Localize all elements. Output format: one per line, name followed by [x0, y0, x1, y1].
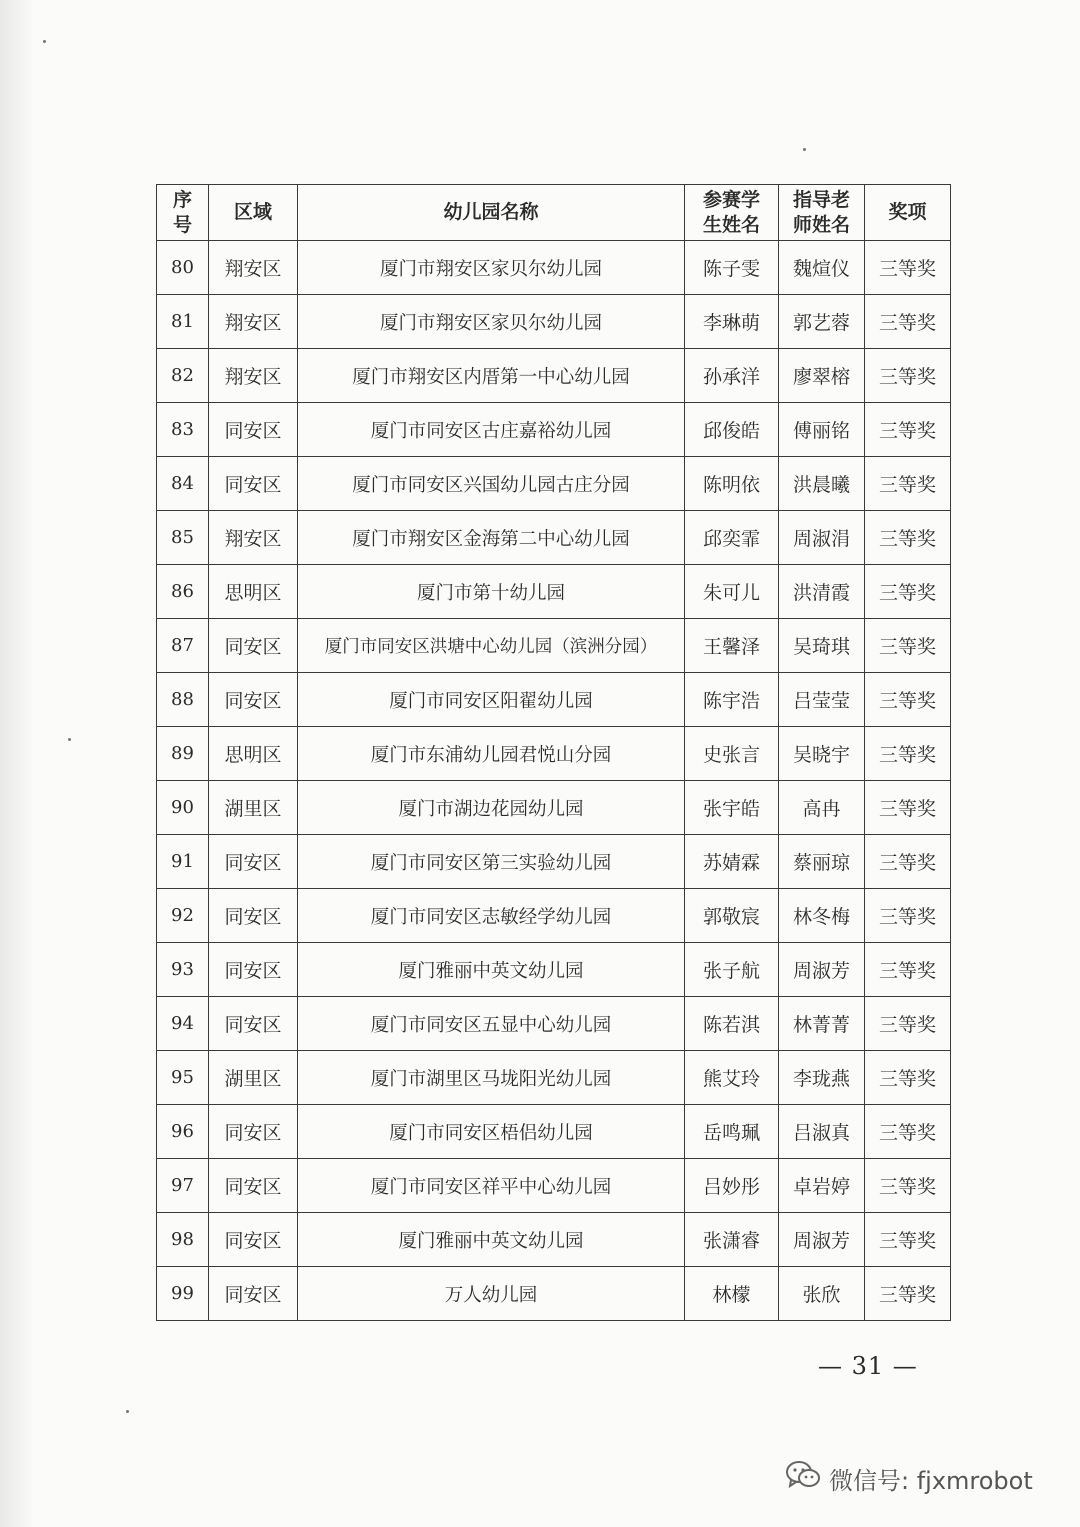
cell-student: 张子航: [685, 943, 779, 997]
header-student-line1: 参赛学: [702, 188, 760, 211]
cell-district: 翔安区: [209, 295, 298, 349]
cell-kindergarten: 厦门雅丽中英文幼儿园: [298, 943, 685, 997]
table-row: [157, 349, 951, 403]
cell-kindergarten: 厦门市翔安区家贝尔幼儿园: [298, 241, 685, 295]
cell-award: 三等奖: [865, 835, 951, 889]
cell-award: 三等奖: [865, 727, 951, 781]
wechat-watermark: [785, 1460, 1033, 1496]
cell-award: 三等奖: [865, 1213, 951, 1267]
table-row: [157, 781, 951, 835]
cell-index: 91: [157, 835, 209, 889]
cell-teacher: 卓岩婷: [779, 1159, 865, 1213]
cell-award: 三等奖: [865, 1267, 951, 1321]
cell-index: 87: [157, 619, 209, 673]
cell-teacher: 吴琦琪: [779, 619, 865, 673]
cell-index: 96: [157, 1105, 209, 1159]
cell-student: 邱俊皓: [685, 403, 779, 457]
cell-district: 湖里区: [209, 1051, 298, 1105]
table-row: [157, 997, 951, 1051]
header-district: 区域: [209, 185, 298, 241]
header-award: 奖项: [865, 185, 951, 241]
cell-student: 史张言: [685, 727, 779, 781]
cell-district: 翔安区: [209, 511, 298, 565]
cell-district: 湖里区: [209, 781, 298, 835]
cell-district: 翔安区: [209, 241, 298, 295]
cell-award: 三等奖: [865, 673, 951, 727]
cell-kindergarten: 厦门市同安区祥平中心幼儿园: [298, 1159, 685, 1213]
cell-district: 同安区: [209, 1213, 298, 1267]
cell-teacher: 周淑涓: [779, 511, 865, 565]
cell-index: 82: [157, 349, 209, 403]
cell-index: 97: [157, 1159, 209, 1213]
cell-award: 三等奖: [865, 565, 951, 619]
page-number: — 31 —: [818, 1352, 918, 1380]
cell-district: 同安区: [209, 673, 298, 727]
cell-index: 84: [157, 457, 209, 511]
cell-student: 孙承洋: [685, 349, 779, 403]
table-row: [157, 673, 951, 727]
cell-student: 朱可儿: [685, 565, 779, 619]
cell-teacher: 张欣: [779, 1267, 865, 1321]
table-row: [157, 835, 951, 889]
cell-district: 同安区: [209, 457, 298, 511]
cell-district: 思明区: [209, 565, 298, 619]
header-index: [157, 185, 209, 241]
cell-student: 郭敬宸: [685, 889, 779, 943]
cell-student: 林檬: [685, 1267, 779, 1321]
cell-district: 同安区: [209, 1267, 298, 1321]
table-row: [157, 1213, 951, 1267]
cell-student: 张宇皓: [685, 781, 779, 835]
cell-index: 81: [157, 295, 209, 349]
table-row: [157, 565, 951, 619]
cell-teacher: 周淑芳: [779, 943, 865, 997]
cell-student: 吕妙彤: [685, 1159, 779, 1213]
header-index-line2: 号: [172, 213, 192, 236]
table-row: [157, 511, 951, 565]
cell-award: 三等奖: [865, 943, 951, 997]
watermark-text: 微信号: fjxmrobot: [829, 1466, 1033, 1495]
cell-award: 三等奖: [865, 1105, 951, 1159]
award-results-table: [156, 184, 951, 1321]
cell-award: 三等奖: [865, 781, 951, 835]
table-row: [157, 1105, 951, 1159]
cell-teacher: 林冬梅: [779, 889, 865, 943]
cell-award: 三等奖: [865, 997, 951, 1051]
header-teacher-line2: 师姓名: [792, 213, 850, 236]
cell-student: 王馨泽: [685, 619, 779, 673]
scan-left-edge-shadow: [0, 0, 34, 1527]
cell-award: 三等奖: [865, 511, 951, 565]
scan-speck: [43, 40, 46, 43]
cell-index: 85: [157, 511, 209, 565]
cell-index: 99: [157, 1267, 209, 1321]
cell-kindergarten: 厦门市东浦幼儿园君悦山分园: [298, 727, 685, 781]
cell-kindergarten: 厦门市同安区五显中心幼儿园: [298, 997, 685, 1051]
cell-kindergarten: 厦门市同安区志敏经学幼儿园: [298, 889, 685, 943]
wechat-icon: [785, 1460, 821, 1496]
cell-kindergarten: 厦门市同安区洪塘中心幼儿园（滨洲分园）: [298, 619, 685, 673]
cell-index: 95: [157, 1051, 209, 1105]
cell-award: 三等奖: [865, 619, 951, 673]
cell-kindergarten: 厦门市第十幼儿园: [298, 565, 685, 619]
cell-kindergarten: 厦门市翔安区内厝第一中心幼儿园: [298, 349, 685, 403]
header-student: [685, 185, 779, 241]
cell-district: 思明区: [209, 727, 298, 781]
cell-student: 邱奕霏: [685, 511, 779, 565]
cell-index: 83: [157, 403, 209, 457]
cell-teacher: 洪清霞: [779, 565, 865, 619]
cell-award: 三等奖: [865, 457, 951, 511]
cell-teacher: 林菁菁: [779, 997, 865, 1051]
header-kindergarten: 幼儿园名称: [298, 185, 685, 241]
scan-speck: [68, 738, 71, 741]
cell-teacher: 李珑燕: [779, 1051, 865, 1105]
cell-kindergarten: 厦门市翔安区金海第二中心幼儿园: [298, 511, 685, 565]
cell-teacher: 洪晨曦: [779, 457, 865, 511]
cell-teacher: 蔡丽琼: [779, 835, 865, 889]
cell-district: 同安区: [209, 889, 298, 943]
cell-kindergarten: 厦门市同安区阳翟幼儿园: [298, 673, 685, 727]
cell-student: 陈若淇: [685, 997, 779, 1051]
cell-kindergarten: 厦门市湖里区马垅阳光幼儿园: [298, 1051, 685, 1105]
cell-teacher: 魏煊仪: [779, 241, 865, 295]
table-row: [157, 241, 951, 295]
cell-award: 三等奖: [865, 241, 951, 295]
cell-district: 同安区: [209, 943, 298, 997]
header-index-line1: 序: [172, 188, 192, 211]
table-row: [157, 619, 951, 673]
cell-teacher: 吕莹莹: [779, 673, 865, 727]
cell-index: 92: [157, 889, 209, 943]
cell-teacher: 傅丽铭: [779, 403, 865, 457]
cell-kindergarten: 万人幼儿园: [298, 1267, 685, 1321]
cell-district: 同安区: [209, 997, 298, 1051]
cell-student: 陈明依: [685, 457, 779, 511]
cell-award: 三等奖: [865, 889, 951, 943]
cell-kindergarten: 厦门市湖边花园幼儿园: [298, 781, 685, 835]
cell-award: 三等奖: [865, 349, 951, 403]
scan-speck: [126, 1410, 129, 1413]
header-student-line2: 生姓名: [702, 213, 760, 236]
cell-award: 三等奖: [865, 1159, 951, 1213]
cell-teacher: 吕淑真: [779, 1105, 865, 1159]
cell-district: 同安区: [209, 1105, 298, 1159]
cell-award: 三等奖: [865, 1051, 951, 1105]
cell-award: 三等奖: [865, 295, 951, 349]
cell-teacher: 廖翠榕: [779, 349, 865, 403]
cell-student: 陈宇浩: [685, 673, 779, 727]
cell-index: 94: [157, 997, 209, 1051]
scan-speck: [803, 148, 806, 151]
header-teacher: [779, 185, 865, 241]
cell-kindergarten: 厦门市同安区梧侣幼儿园: [298, 1105, 685, 1159]
cell-index: 80: [157, 241, 209, 295]
cell-student: 熊艾玲: [685, 1051, 779, 1105]
table-header-row: [157, 185, 951, 241]
cell-kindergarten: 厦门市翔安区家贝尔幼儿园: [298, 295, 685, 349]
cell-student: 岳鸣珮: [685, 1105, 779, 1159]
cell-teacher: 吴晓宇: [779, 727, 865, 781]
cell-index: 89: [157, 727, 209, 781]
cell-index: 88: [157, 673, 209, 727]
cell-district: 同安区: [209, 619, 298, 673]
cell-kindergarten: 厦门雅丽中英文幼儿园: [298, 1213, 685, 1267]
table-row: [157, 1159, 951, 1213]
cell-index: 93: [157, 943, 209, 997]
cell-district: 翔安区: [209, 349, 298, 403]
cell-district: 同安区: [209, 403, 298, 457]
table-row: [157, 403, 951, 457]
table-row: [157, 889, 951, 943]
cell-district: 同安区: [209, 835, 298, 889]
cell-teacher: 周淑芳: [779, 1213, 865, 1267]
cell-student: 陈子雯: [685, 241, 779, 295]
cell-index: 98: [157, 1213, 209, 1267]
table-row: [157, 457, 951, 511]
cell-teacher: 高冉: [779, 781, 865, 835]
table-row: [157, 1267, 951, 1321]
table-row: [157, 1051, 951, 1105]
cell-student: 苏婧霖: [685, 835, 779, 889]
cell-index: 90: [157, 781, 209, 835]
cell-award: 三等奖: [865, 403, 951, 457]
header-teacher-line1: 指导老: [792, 188, 850, 211]
table-row: [157, 943, 951, 997]
cell-teacher: 郭艺蓉: [779, 295, 865, 349]
cell-kindergarten: 厦门市同安区兴国幼儿园古庄分园: [298, 457, 685, 511]
table-row: [157, 295, 951, 349]
cell-student: 张潇睿: [685, 1213, 779, 1267]
cell-student: 李琳萌: [685, 295, 779, 349]
cell-kindergarten: 厦门市同安区古庄嘉裕幼儿园: [298, 403, 685, 457]
cell-kindergarten: 厦门市同安区第三实验幼儿园: [298, 835, 685, 889]
table-row: [157, 727, 951, 781]
cell-district: 同安区: [209, 1159, 298, 1213]
cell-index: 86: [157, 565, 209, 619]
